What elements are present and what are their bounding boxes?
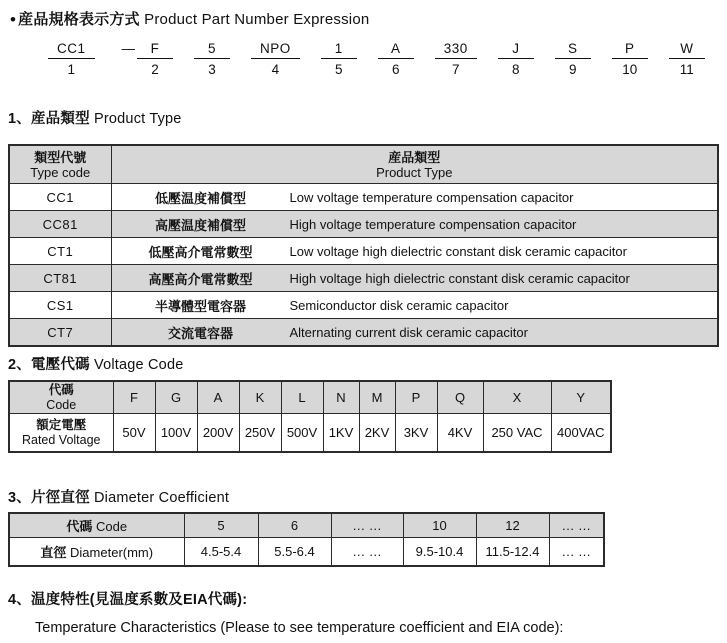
description-en: Low voltage temperature compensation capacitor bbox=[289, 189, 574, 205]
code-label-zh: 代碼 bbox=[66, 519, 93, 534]
diameter-code-cell: 12 bbox=[476, 513, 549, 538]
segment-value: 5 bbox=[194, 41, 230, 59]
voltage-code-cell: P bbox=[395, 381, 437, 414]
segment-value: P bbox=[612, 41, 648, 59]
table-row bbox=[9, 538, 604, 567]
diameter-label-zh: 直徑 bbox=[40, 545, 67, 560]
description-en: Alternating current disk ceramic capacitor bbox=[289, 324, 528, 340]
part-number-segment bbox=[251, 41, 300, 77]
description-zh: 低壓高介電常數型 bbox=[148, 244, 253, 260]
type-code-cell: CC81 bbox=[9, 211, 111, 238]
part-number-segment bbox=[435, 41, 477, 77]
table-row bbox=[9, 292, 718, 319]
section4-heading-zh: 4、温度特性(見温度系數及EIA代碼): bbox=[8, 592, 248, 608]
code-label-cell bbox=[9, 381, 113, 414]
type-code-header-en: Type code bbox=[30, 164, 91, 180]
description-cell bbox=[111, 265, 718, 292]
table-header-row bbox=[9, 145, 718, 184]
description-cell bbox=[111, 292, 718, 319]
segment-value: A bbox=[378, 41, 414, 59]
voltage-value-cell: 4KV bbox=[437, 414, 483, 453]
diameter-value-cell: 11.5-12.4 bbox=[476, 538, 549, 567]
description-cell bbox=[111, 319, 718, 347]
page-title-zh: 産品規格表示方式 bbox=[18, 11, 140, 28]
table-row bbox=[9, 414, 611, 453]
voltage-value-cell: 1KV bbox=[323, 414, 359, 453]
voltage-code-cell: Y bbox=[551, 381, 611, 414]
section1-heading bbox=[8, 110, 719, 128]
type-code-cell: CC1 bbox=[9, 184, 111, 211]
segment-number: 1 bbox=[67, 62, 76, 77]
table-header-row bbox=[9, 513, 604, 538]
voltage-value-cell: 3KV bbox=[395, 414, 437, 453]
type-code-cell: CT7 bbox=[9, 319, 111, 347]
description-en: Low voltage high dielectric constant disk ceramic capacitor bbox=[289, 243, 627, 259]
segment-value: S bbox=[555, 41, 591, 59]
code-label-en: Code bbox=[46, 397, 77, 412]
rated-voltage-label-cell bbox=[9, 414, 113, 453]
diameter-code-cell: 10 bbox=[403, 513, 476, 538]
product-type-header-cell bbox=[111, 145, 718, 184]
voltage-value-cell: 400VAC bbox=[551, 414, 611, 453]
section1-heading-en: Product Type bbox=[94, 111, 182, 127]
part-number-segment bbox=[555, 41, 591, 77]
table-row bbox=[9, 238, 718, 265]
segment-number: 9 bbox=[569, 62, 577, 77]
section2-heading-zh: 2、電壓代碼 bbox=[8, 357, 90, 373]
type-code-cell: CT81 bbox=[9, 265, 111, 292]
page-title bbox=[10, 10, 719, 30]
part-number-segment bbox=[378, 41, 414, 77]
description-cell bbox=[111, 238, 718, 265]
description-zh: 半導體型電容器 bbox=[154, 298, 246, 314]
voltage-value-cell: 100V bbox=[155, 414, 197, 453]
rated-voltage-label-zh: 額定電壓 bbox=[36, 417, 87, 432]
section3-heading-zh: 3、片徑直徑 bbox=[8, 490, 90, 506]
voltage-code-cell: G bbox=[155, 381, 197, 414]
voltage-code-cell: F bbox=[113, 381, 155, 414]
part-number-expression bbox=[48, 41, 719, 77]
segment-value: CC1 bbox=[48, 41, 95, 59]
diameter-code-cell: … … bbox=[549, 513, 604, 538]
voltage-value-cell: 200V bbox=[197, 414, 239, 453]
diameter-label-cell bbox=[9, 538, 184, 567]
code-label-cell bbox=[9, 513, 184, 538]
voltage-code-cell: L bbox=[281, 381, 323, 414]
part-number-segment bbox=[498, 41, 534, 77]
description-zh: 高壓温度補償型 bbox=[154, 217, 246, 233]
diameter-value-cell: 5.5-6.4 bbox=[258, 538, 331, 567]
type-code-cell: CS1 bbox=[9, 292, 111, 319]
voltage-code-cell: M bbox=[359, 381, 395, 414]
voltage-code-cell: K bbox=[239, 381, 281, 414]
section3-heading bbox=[8, 489, 719, 507]
segment-value: NPO bbox=[251, 41, 300, 59]
page-title-en: Product Part Number Expression bbox=[144, 11, 370, 28]
segment-number: 7 bbox=[452, 62, 460, 77]
segment-number: 4 bbox=[271, 62, 280, 77]
segment-value: 1 bbox=[321, 41, 357, 59]
segment-value: 330 bbox=[435, 41, 477, 59]
product-type-header-zh: 産品類型 bbox=[388, 149, 441, 165]
table-header-row bbox=[9, 381, 611, 414]
part-number-segment bbox=[194, 41, 230, 77]
segment-number: 3 bbox=[208, 62, 216, 77]
section2-heading-en: Voltage Code bbox=[94, 357, 184, 373]
description-en: High voltage temperature compensation capacitor bbox=[289, 216, 577, 232]
voltage-code-cell: X bbox=[483, 381, 551, 414]
part-number-segment bbox=[612, 41, 648, 77]
bullet-icon: • bbox=[10, 10, 17, 29]
voltage-code-cell: N bbox=[323, 381, 359, 414]
table-row bbox=[9, 319, 718, 347]
voltage-value-cell: 2KV bbox=[359, 414, 395, 453]
voltage-value-cell: 500V bbox=[281, 414, 323, 453]
section3-heading-en: Diameter Coefficient bbox=[94, 490, 230, 506]
voltage-code-cell: A bbox=[197, 381, 239, 414]
description-cell bbox=[111, 184, 718, 211]
voltage-value-cell: 250 VAC bbox=[483, 414, 551, 453]
diameter-table bbox=[8, 512, 605, 567]
description-en: Semiconductor disk ceramic capacitor bbox=[289, 297, 509, 313]
table-row bbox=[9, 211, 718, 238]
part-number-segment bbox=[321, 41, 357, 77]
code-label-en: Code bbox=[96, 519, 128, 534]
diameter-label-en: Diameter(mm) bbox=[70, 545, 154, 560]
part-number-segment bbox=[48, 41, 95, 77]
table-row bbox=[9, 265, 718, 292]
diameter-value-cell: 4.5-5.4 bbox=[184, 538, 258, 567]
description-en: High voltage high dielectric constant disk ceramic capacitor bbox=[289, 270, 630, 286]
segment-number: 2 bbox=[151, 62, 159, 77]
segment-value: J bbox=[498, 41, 534, 59]
type-code-header-zh: 類型代號 bbox=[34, 149, 87, 165]
diameter-value-cell: … … bbox=[549, 538, 604, 567]
segment-number: 8 bbox=[512, 62, 520, 77]
description-zh: 低壓温度補償型 bbox=[154, 190, 246, 206]
diameter-code-cell: 5 bbox=[184, 513, 258, 538]
segment-number: 11 bbox=[679, 62, 694, 77]
separator-dash: — bbox=[121, 41, 136, 56]
rated-voltage-label-en: Rated Voltage bbox=[21, 432, 101, 447]
section2-heading bbox=[8, 356, 719, 374]
section1-heading-zh: 1、産品類型 bbox=[8, 111, 90, 127]
description-zh: 交流電容器 bbox=[167, 325, 233, 341]
diameter-code-cell: 6 bbox=[258, 513, 331, 538]
description-zh: 高壓高介電常數型 bbox=[148, 271, 253, 287]
voltage-code-table bbox=[8, 380, 612, 453]
diameter-code-cell: … … bbox=[331, 513, 403, 538]
type-code-header-cell bbox=[9, 145, 111, 184]
description-cell bbox=[111, 211, 718, 238]
voltage-value-cell: 50V bbox=[113, 414, 155, 453]
voltage-code-cell: Q bbox=[437, 381, 483, 414]
section4-english-line: Temperature Characteristics (Please to see temperature coefficient and EIA code): bbox=[35, 620, 564, 636]
part-number-segment bbox=[669, 41, 705, 77]
segment-number: 5 bbox=[335, 62, 343, 77]
diameter-value-cell: … … bbox=[331, 538, 403, 567]
diameter-value-cell: 9.5-10.4 bbox=[403, 538, 476, 567]
voltage-value-cell: 250V bbox=[239, 414, 281, 453]
product-type-header-en: Product Type bbox=[376, 164, 453, 180]
part-number-segment bbox=[137, 41, 173, 77]
type-code-cell: CT1 bbox=[9, 238, 111, 265]
segment-value: W bbox=[669, 41, 705, 59]
table-row bbox=[9, 184, 718, 211]
code-label-zh: 代碼 bbox=[48, 382, 74, 397]
section4-heading bbox=[8, 591, 719, 609]
product-type-table bbox=[8, 144, 719, 347]
segment-value: F bbox=[137, 41, 173, 59]
segment-number: 6 bbox=[392, 62, 400, 77]
segment-number: 10 bbox=[622, 62, 638, 77]
